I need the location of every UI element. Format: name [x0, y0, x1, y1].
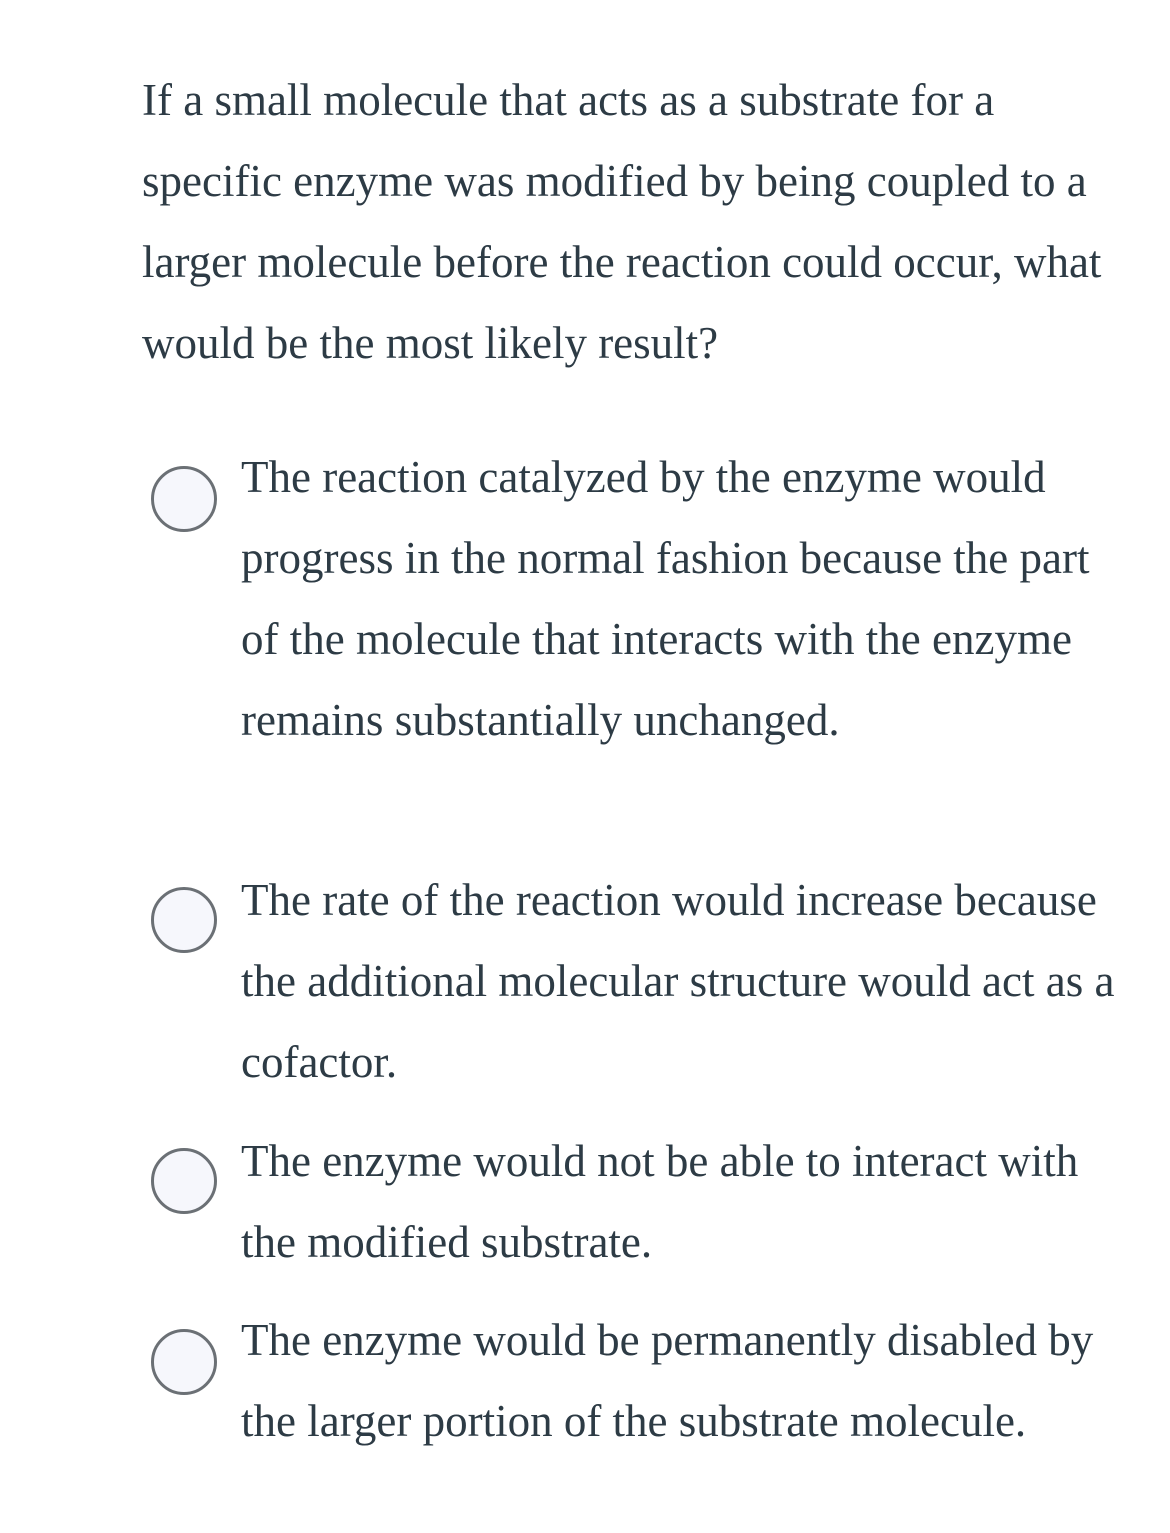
radio-button-2[interactable] [151, 887, 217, 953]
radio-button-4[interactable] [151, 1329, 217, 1395]
answer-label-1[interactable]: The reaction catalyzed by the enzyme would progress in the normal fashion because the part of the molecule that interacts with the enzyme remains substantially unchanged. [241, 452, 1090, 745]
answer-label-4[interactable]: The enzyme would be permanently disabled by the larger portion of the substrate molecule. [241, 1315, 1094, 1446]
answer-label-2[interactable]: The rate of the reaction would increase because the additional molecular structure would act as a cofactor. [241, 875, 1115, 1087]
radio-button-1[interactable] [151, 466, 217, 532]
question-text: If a small molecule that acts as a substrate for a specific enzyme was modified by being coupled to a larger molecule before the reaction could occur, what would be the most likely result? [142, 75, 1102, 368]
radio-button-3[interactable] [151, 1148, 217, 1214]
answer-label-3[interactable]: The enzyme would not be able to interact with the modified substrate. [241, 1136, 1079, 1267]
